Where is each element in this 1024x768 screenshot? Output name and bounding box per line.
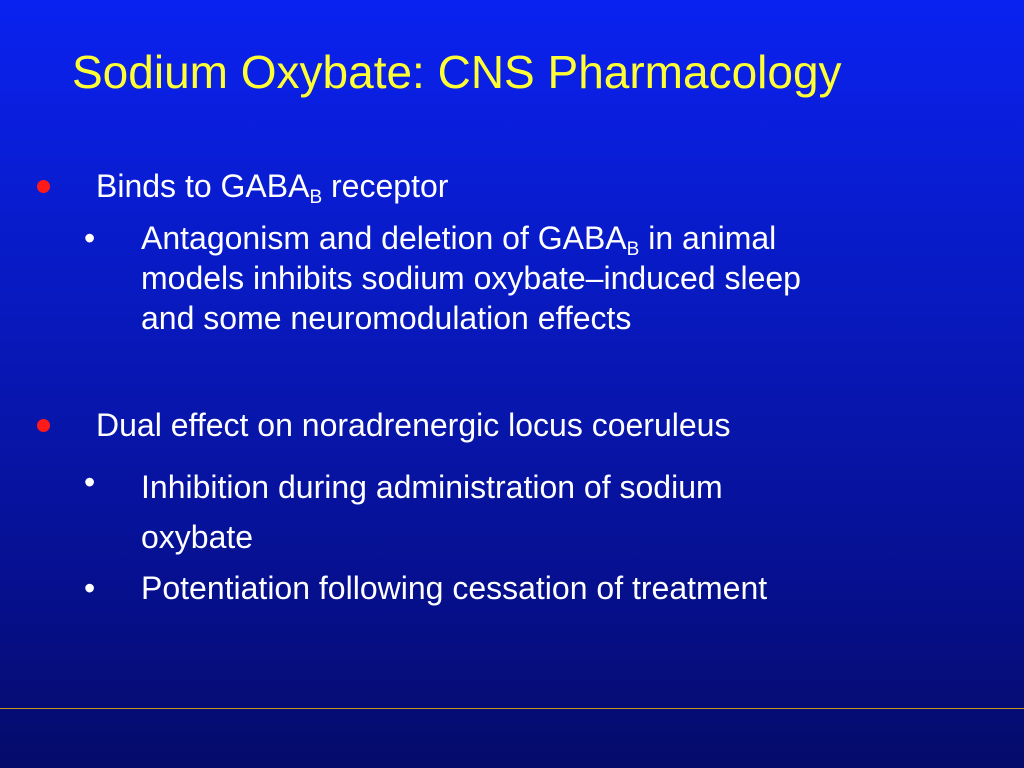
subbullet-line: models inhibits sodium oxybate–induced sleep xyxy=(141,260,801,296)
subscript-b: B xyxy=(626,239,640,260)
subscript-b: B xyxy=(309,187,323,208)
subbullet-line: Inhibition during administration of sodium xyxy=(141,469,723,505)
subbullet-text xyxy=(141,462,991,562)
footer-rule xyxy=(0,708,1024,709)
subbullet-line: Potentiation following cessation of treatment xyxy=(141,570,768,606)
red-bullet-icon xyxy=(37,419,50,432)
bullet-dot-icon: • xyxy=(84,570,96,606)
slide-title: Sodium Oxybate: CNS Pharmacology xyxy=(72,46,842,98)
subbullet-line xyxy=(141,218,991,258)
subbullet-text xyxy=(141,218,991,338)
bullet-text: Dual effect on noradrenergic locus coeruleus xyxy=(96,407,731,443)
red-bullet-icon xyxy=(37,180,50,193)
subbullet-line: oxybate xyxy=(141,519,254,555)
bullet-dot-icon: • xyxy=(84,220,96,256)
bullet-text xyxy=(96,166,448,206)
bullet-dot-icon: • xyxy=(84,464,96,500)
subbullet-line: and some neuromodulation effects xyxy=(141,300,632,336)
subbullet-line-tail: in animal xyxy=(639,220,777,256)
subbullet-line-main: Antagonism and deletion of GABA xyxy=(141,220,627,256)
bullet-text-main: Binds to GABA xyxy=(96,168,310,204)
bullet-text-tail: receptor xyxy=(322,168,449,204)
subbullet-text xyxy=(141,568,991,608)
